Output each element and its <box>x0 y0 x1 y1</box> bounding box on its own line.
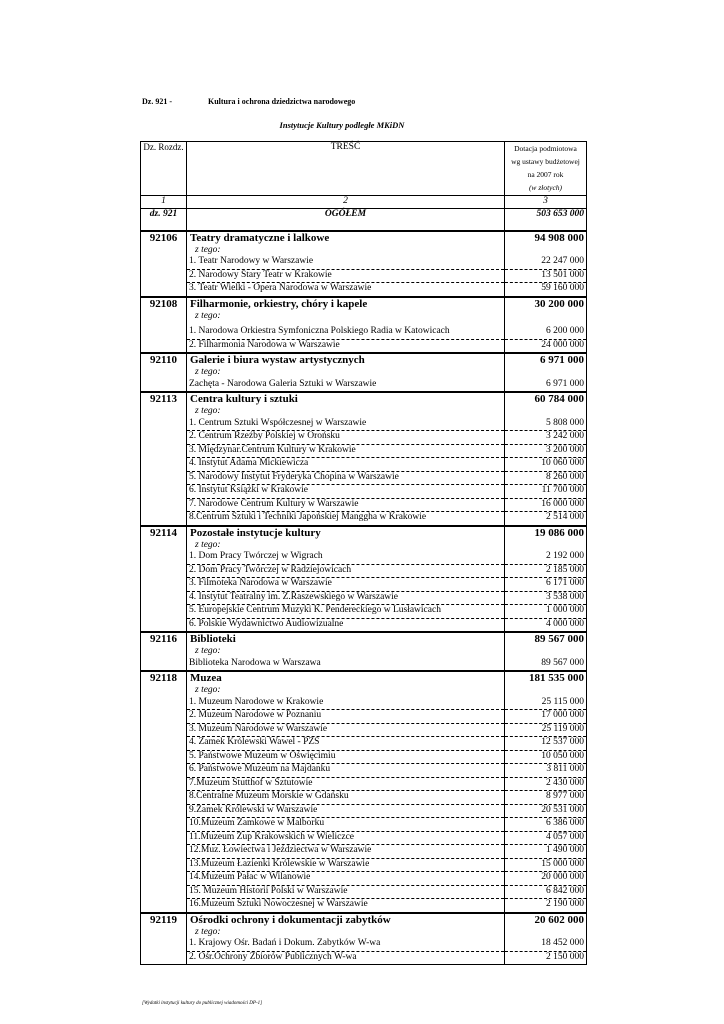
item-spacer <box>141 326 187 339</box>
list-item <box>141 578 587 592</box>
item-value: 4 057 000 <box>505 831 587 845</box>
item-spacer <box>141 723 187 737</box>
item-label: 3. Muzeum Narodowe w Warszawie <box>187 723 505 737</box>
item-label: 5. Europejskie Centrum Muzyki K. Pendereckiego w Lusławicach <box>187 605 505 619</box>
note-spacer <box>505 540 587 552</box>
section-note: z tego: <box>187 685 505 697</box>
item-value: 4 000 000 <box>505 618 587 632</box>
list-item <box>141 723 587 737</box>
section-note-row <box>141 540 587 552</box>
list-item <box>141 951 587 965</box>
item-spacer <box>141 764 187 778</box>
note-spacer <box>141 685 187 697</box>
list-item <box>141 591 587 605</box>
note-spacer <box>141 311 187 323</box>
section-note: z tego: <box>187 646 505 658</box>
section-header-row <box>141 671 587 685</box>
section-title: Teatry dramatyczne i lalkowe <box>187 231 505 245</box>
item-spacer <box>141 845 187 859</box>
list-item <box>141 269 587 283</box>
item-spacer <box>141 818 187 832</box>
note-spacer <box>505 245 587 257</box>
section-note-row <box>141 367 587 379</box>
list-item <box>141 471 587 485</box>
item-spacer <box>141 283 187 297</box>
note-spacer <box>141 646 187 658</box>
item-spacer <box>141 578 187 592</box>
item-label: 1. Teatr Narodowy w Warszawie <box>187 256 505 269</box>
section-note-row <box>141 245 587 257</box>
section-note-row <box>141 646 587 658</box>
item-spacer <box>141 618 187 632</box>
section-note: z tego: <box>187 245 505 257</box>
list-item <box>141 777 587 791</box>
list-item <box>141 564 587 578</box>
item-spacer <box>141 551 187 564</box>
section-amount: 6 971 000 <box>505 353 587 367</box>
item-value: 1 000 000 <box>505 605 587 619</box>
item-label: 9.Zamek Królewski w Warszawie <box>187 804 505 818</box>
note-spacer <box>505 311 587 323</box>
item-value: 12 537 000 <box>505 737 587 751</box>
section-note-row <box>141 311 587 323</box>
list-item <box>141 485 587 499</box>
item-spacer <box>141 658 187 672</box>
section-header-row <box>141 353 587 367</box>
item-spacer <box>141 498 187 512</box>
item-spacer <box>141 885 187 899</box>
item-spacer <box>141 791 187 805</box>
section-code: 92116 <box>141 632 187 646</box>
item-spacer <box>141 697 187 710</box>
item-spacer <box>141 750 187 764</box>
section-note-row <box>141 406 587 418</box>
item-label: 2. Narodowy Stary Teatr w Krakowie <box>187 269 505 283</box>
item-value: 25 115 000 <box>505 697 587 710</box>
total-row <box>141 208 587 231</box>
item-label: 4. Instytut Teatralny im. Z.Raszewskiego w Warszawie <box>187 591 505 605</box>
item-label: 7.Muzeum Stutthof w Sztutowie <box>187 777 505 791</box>
footer-note: [Wydatki instytucji kultury do publicznej wiadomości DP-1] <box>142 1001 263 1006</box>
list-item <box>141 605 587 619</box>
item-label: 8.Centralne Muzeum Morskie w Gdańsku <box>187 791 505 805</box>
item-value: 13 501 000 <box>505 269 587 283</box>
list-item <box>141 458 587 472</box>
section-header-row <box>141 297 587 311</box>
column-number-row <box>141 196 587 209</box>
column-header-code: Dz. Rozdz. <box>141 142 187 196</box>
note-spacer <box>505 646 587 658</box>
item-value: 2 430 000 <box>505 777 587 791</box>
item-label: 2. Centrum Rzeźby Polskiej w Orońsku <box>187 431 505 445</box>
item-label: 6. Instytut Książki w Krakowie <box>187 485 505 499</box>
list-item <box>141 710 587 724</box>
item-label: 1. Narodowa Orkiestra Symfoniczna Polskiego Radia w Katowicach <box>187 326 505 339</box>
item-label: 2. Dom Pracy Twórczej w Radziejowicach <box>187 564 505 578</box>
item-label: 2. Muzeum Narodowe w Poznaniu <box>187 710 505 724</box>
list-item <box>141 326 587 339</box>
list-item <box>141 512 587 526</box>
item-value: 8 260 000 <box>505 471 587 485</box>
note-spacer <box>141 927 187 939</box>
item-label: 4. Zamek Królewski Wawel - PZS <box>187 737 505 751</box>
section-code: 92118 <box>141 671 187 685</box>
column-header-content: TREŚĆ <box>187 142 505 196</box>
section-code: 92114 <box>141 526 187 540</box>
list-item <box>141 444 587 458</box>
section-code: 92113 <box>141 392 187 406</box>
item-value: 3 811 000 <box>505 764 587 778</box>
item-value: 6 386 000 <box>505 818 587 832</box>
note-spacer <box>141 245 187 257</box>
item-value: 2 514 000 <box>505 512 587 526</box>
section-header-row <box>141 392 587 406</box>
list-item <box>141 858 587 872</box>
item-spacer <box>141 431 187 445</box>
section-amount: 94 908 000 <box>505 231 587 245</box>
list-item <box>141 872 587 886</box>
section-code: 92108 <box>141 297 187 311</box>
list-item <box>141 737 587 751</box>
item-value: 11 700 000 <box>505 485 587 499</box>
item-value: 24 000 000 <box>505 339 587 353</box>
amount-header-line: wg ustawy budżetowej <box>511 157 580 166</box>
list-item <box>141 498 587 512</box>
amount-header-unit: (w złotych) <box>528 183 563 192</box>
item-value: 89 567 000 <box>505 658 587 672</box>
section-note: z tego: <box>187 406 505 418</box>
item-label: 2. Ośr.Ochrony Zbiorów Publicznych W-wa <box>187 951 505 965</box>
item-label: 1. Dom Pracy Twórczej w Wigrach <box>187 551 505 564</box>
section-amount: 60 784 000 <box>505 392 587 406</box>
item-label: 13.Muzeum Łazienki Królewskie w Warszawie <box>187 858 505 872</box>
list-item <box>141 938 587 951</box>
item-spacer <box>141 899 187 913</box>
column-number: 3 <box>505 196 587 209</box>
item-label: 1. Krajowy Ośr. Badań i Dokum. Zabytków W-wa <box>187 938 505 951</box>
item-label: 10.Muzeum Zamkowe w Malborku <box>187 818 505 832</box>
item-spacer <box>141 256 187 269</box>
amount-header-line: Dotacja podmiotowa <box>514 144 577 153</box>
item-spacer <box>141 444 187 458</box>
item-spacer <box>141 471 187 485</box>
item-label: 3. Filmoteka Narodowa w Warszawie <box>187 578 505 592</box>
section-code: 92106 <box>141 231 187 245</box>
item-spacer <box>141 269 187 283</box>
item-label: 4. Instytut Adama Mickiewicza <box>187 458 505 472</box>
section-amount: 89 567 000 <box>505 632 587 646</box>
section-title: Ośrodki ochrony i dokumentacji zabytków <box>187 913 505 927</box>
note-spacer <box>505 685 587 697</box>
column-number: 1 <box>141 196 187 209</box>
item-label: 3. Teatr Wielki - Opera Narodowa w Warszawie <box>187 283 505 297</box>
item-spacer <box>141 591 187 605</box>
section-amount: 181 535 000 <box>505 671 587 685</box>
chapter-code: Dz. 921 - <box>142 97 172 106</box>
item-label: 5. Narodowy Instytut Fryderyka Chopina w Warszawie <box>187 471 505 485</box>
item-value: 20 000 000 <box>505 872 587 886</box>
item-label: 6. Polskie Wydawnictwo Audiowizualne <box>187 618 505 632</box>
item-value: 2 190 000 <box>505 899 587 913</box>
item-label: Biblioteka Narodowa w Warszawa <box>187 658 505 672</box>
section-header-row <box>141 526 587 540</box>
list-item <box>141 899 587 913</box>
section-note-row <box>141 927 587 939</box>
note-spacer <box>141 367 187 379</box>
item-label: 6. Państwowe Muzeum na Majdanku <box>187 764 505 778</box>
item-spacer <box>141 605 187 619</box>
chapter-title: Kultura i ochrona dziedzictwa narodowego <box>208 97 356 106</box>
section-header-row <box>141 231 587 245</box>
list-item <box>141 831 587 845</box>
list-item <box>141 379 587 393</box>
item-spacer <box>141 418 187 431</box>
item-value: 2 192 000 <box>505 551 587 564</box>
column-header-amount <box>505 142 587 196</box>
section-note: z tego: <box>187 311 505 323</box>
item-value: 3 200 000 <box>505 444 587 458</box>
section-note-row <box>141 685 587 697</box>
section-title: Pozostałe instytucje kultury <box>187 526 505 540</box>
list-item <box>141 804 587 818</box>
item-value: 6 200 000 <box>505 326 587 339</box>
item-value: 15 000 000 <box>505 858 587 872</box>
item-value: 22 247 000 <box>505 256 587 269</box>
item-spacer <box>141 951 187 965</box>
list-item <box>141 418 587 431</box>
table-header-row <box>141 142 587 196</box>
list-item <box>141 818 587 832</box>
item-value: 8 977 000 <box>505 791 587 805</box>
section-title: Filharmonie, orkiestry, chóry i kapele <box>187 297 505 311</box>
item-value: 6 971 000 <box>505 379 587 393</box>
list-item <box>141 750 587 764</box>
item-spacer <box>141 804 187 818</box>
section-code: 92110 <box>141 353 187 367</box>
section-header-row <box>141 913 587 927</box>
total-amount: 503 653 000 <box>505 208 587 231</box>
item-label: Zachęta - Narodowa Galeria Sztuki w Warszawie <box>187 379 505 393</box>
note-spacer <box>505 367 587 379</box>
item-value: 10 060 000 <box>505 458 587 472</box>
item-value: 6 171 000 <box>505 578 587 592</box>
section-note: z tego: <box>187 540 505 552</box>
section-code: 92119 <box>141 913 187 927</box>
section-title: Centra kultury i sztuki <box>187 392 505 406</box>
item-value: 1 490 000 <box>505 845 587 859</box>
section-note: z tego: <box>187 927 505 939</box>
item-value: 17 000 000 <box>505 710 587 724</box>
item-spacer <box>141 339 187 353</box>
item-label: 8.Centrum Sztuki i Techniki Japońskiej Manggha w Krakowie <box>187 512 505 526</box>
item-value: 16 000 000 <box>505 498 587 512</box>
section-amount: 20 602 000 <box>505 913 587 927</box>
item-value: 59 160 000 <box>505 283 587 297</box>
total-code: dz. 921 <box>141 208 187 231</box>
item-spacer <box>141 458 187 472</box>
item-value: 18 452 000 <box>505 938 587 951</box>
total-label: OGÓŁEM <box>187 208 505 231</box>
item-spacer <box>141 512 187 526</box>
list-item <box>141 431 587 445</box>
chapter-header <box>142 97 355 106</box>
item-spacer <box>141 485 187 499</box>
column-number: 2 <box>187 196 505 209</box>
item-value: 6 842 000 <box>505 885 587 899</box>
item-label: 16.Muzeum Sztuki Nowoczesnej w Warszawie <box>187 899 505 913</box>
item-label: 1. Muzeum Narodowe w Krakowie <box>187 697 505 710</box>
section-title: Muzea <box>187 671 505 685</box>
item-spacer <box>141 737 187 751</box>
note-spacer <box>141 540 187 552</box>
item-spacer <box>141 858 187 872</box>
item-spacer <box>141 564 187 578</box>
item-label: 3. Międzynar.Centrum Kultury w Krakowie <box>187 444 505 458</box>
list-item <box>141 697 587 710</box>
list-item <box>141 845 587 859</box>
section-title: Biblioteki <box>187 632 505 646</box>
list-item <box>141 791 587 805</box>
item-value: 20 531 000 <box>505 804 587 818</box>
amount-header-line: na 2007 rok <box>527 170 564 179</box>
item-value: 25 119 000 <box>505 723 587 737</box>
list-item <box>141 551 587 564</box>
item-spacer <box>141 379 187 393</box>
section-amount: 30 200 000 <box>505 297 587 311</box>
item-label: 14.Muzeum Pałac w Wilanowie <box>187 872 505 886</box>
item-spacer <box>141 938 187 951</box>
item-spacer <box>141 831 187 845</box>
list-item <box>141 764 587 778</box>
note-spacer <box>505 406 587 418</box>
section-header-row <box>141 632 587 646</box>
item-value: 2 185 000 <box>505 564 587 578</box>
section-amount: 19 086 000 <box>505 526 587 540</box>
list-item <box>141 885 587 899</box>
section-note: z tego: <box>187 367 505 379</box>
list-item <box>141 256 587 269</box>
list-item <box>141 618 587 632</box>
item-value: 3 538 000 <box>505 591 587 605</box>
item-spacer <box>141 872 187 886</box>
list-item <box>141 339 587 353</box>
item-label: 7. Narodowe Centrum Kultury w Warszawie <box>187 498 505 512</box>
document-subtitle: Instytucje Kultury podległe MKiDN <box>279 120 405 130</box>
budget-table <box>140 141 587 965</box>
item-label: 15. Muzeum Historii Polski w Warszawie <box>187 885 505 899</box>
item-value: 10 050 000 <box>505 750 587 764</box>
item-label: 1. Centrum Sztuki Współczesnej w Warszawie <box>187 418 505 431</box>
item-label: 12.Muz. Łowiectwa i Jeździectwa w Warszawie <box>187 845 505 859</box>
item-value: 5 808 000 <box>505 418 587 431</box>
list-item <box>141 283 587 297</box>
item-label: 5. Państwowe Muzeum w Oświęcimiu <box>187 750 505 764</box>
item-label: 11.Muzeum Żup Krakowskich w Wieliczce <box>187 831 505 845</box>
item-value: 3 242 000 <box>505 431 587 445</box>
list-item <box>141 658 587 672</box>
section-title: Galerie i biura wystaw artystycznych <box>187 353 505 367</box>
item-value: 2 150 000 <box>505 951 587 965</box>
item-spacer <box>141 710 187 724</box>
note-spacer <box>141 406 187 418</box>
item-label: 2. Filharmonia Narodowa w Warszawie <box>187 339 505 353</box>
item-spacer <box>141 777 187 791</box>
note-spacer <box>505 927 587 939</box>
